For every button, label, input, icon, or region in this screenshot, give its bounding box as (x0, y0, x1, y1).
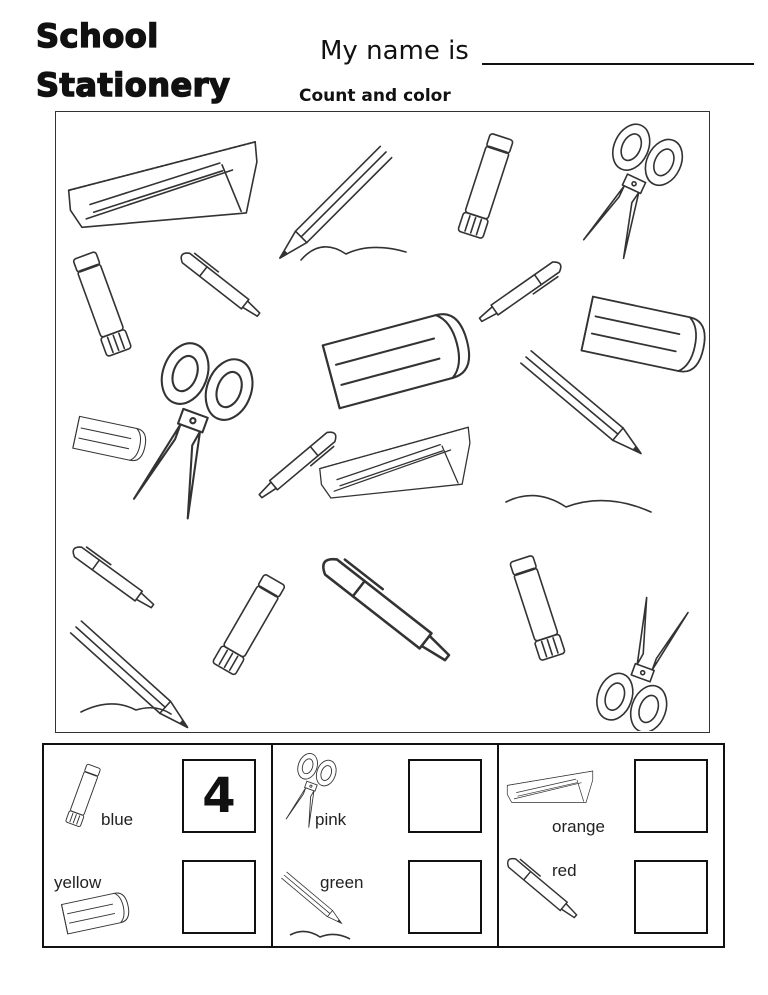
pencil-case-icon (317, 427, 474, 499)
marker-icon (178, 248, 264, 320)
count-box-pencil-case[interactable] (634, 759, 708, 833)
color-word-red: red (552, 861, 577, 880)
marker-icon (477, 259, 565, 327)
picture-frame (55, 111, 710, 733)
scissors-icon (572, 118, 690, 264)
eraser-icon (581, 297, 708, 375)
marker-icon (319, 551, 456, 665)
glue-stick-icon (509, 555, 566, 661)
name-line[interactable] (482, 63, 754, 65)
worksheet-title-line-2: Stationery (36, 66, 231, 104)
worksheet-title-line-1: School (36, 17, 159, 55)
color-word-yellow: yellow (54, 873, 102, 892)
glue-stick-icon (62, 757, 102, 837)
marker-icon (504, 853, 604, 945)
count-box-marker[interactable] (634, 860, 708, 934)
eraser-icon (73, 416, 148, 462)
marker-icon (70, 542, 157, 611)
name-label: My name is (320, 36, 469, 66)
column-divider (271, 745, 273, 946)
glue-stick-icon (212, 573, 286, 675)
color-word-orange: orange (552, 817, 605, 836)
eraser-icon (323, 309, 475, 408)
color-word-blue: blue (101, 810, 134, 829)
count-box-scissors[interactable] (408, 759, 482, 833)
count-box-pencil[interactable] (408, 860, 482, 934)
glue-stick-icon (458, 133, 515, 239)
count-box-eraser[interactable] (182, 860, 256, 934)
pencil-icon (274, 146, 391, 263)
color-key-table (42, 743, 725, 948)
pencil-icon (71, 621, 193, 731)
pencil-case-icon (502, 753, 602, 817)
pencil-icon (521, 351, 646, 460)
color-word-green: green (320, 873, 364, 892)
scissors-icon (118, 337, 260, 524)
count-box-glue-stick[interactable]: 4 (182, 759, 256, 833)
pencil-case-icon (66, 142, 261, 228)
eraser-icon (56, 883, 136, 943)
glue-stick-icon (72, 251, 132, 357)
column-divider (497, 745, 499, 946)
instruction-text: Count and color (299, 86, 451, 106)
color-word-pink: pink (315, 810, 347, 829)
scissors-icon (591, 593, 701, 731)
